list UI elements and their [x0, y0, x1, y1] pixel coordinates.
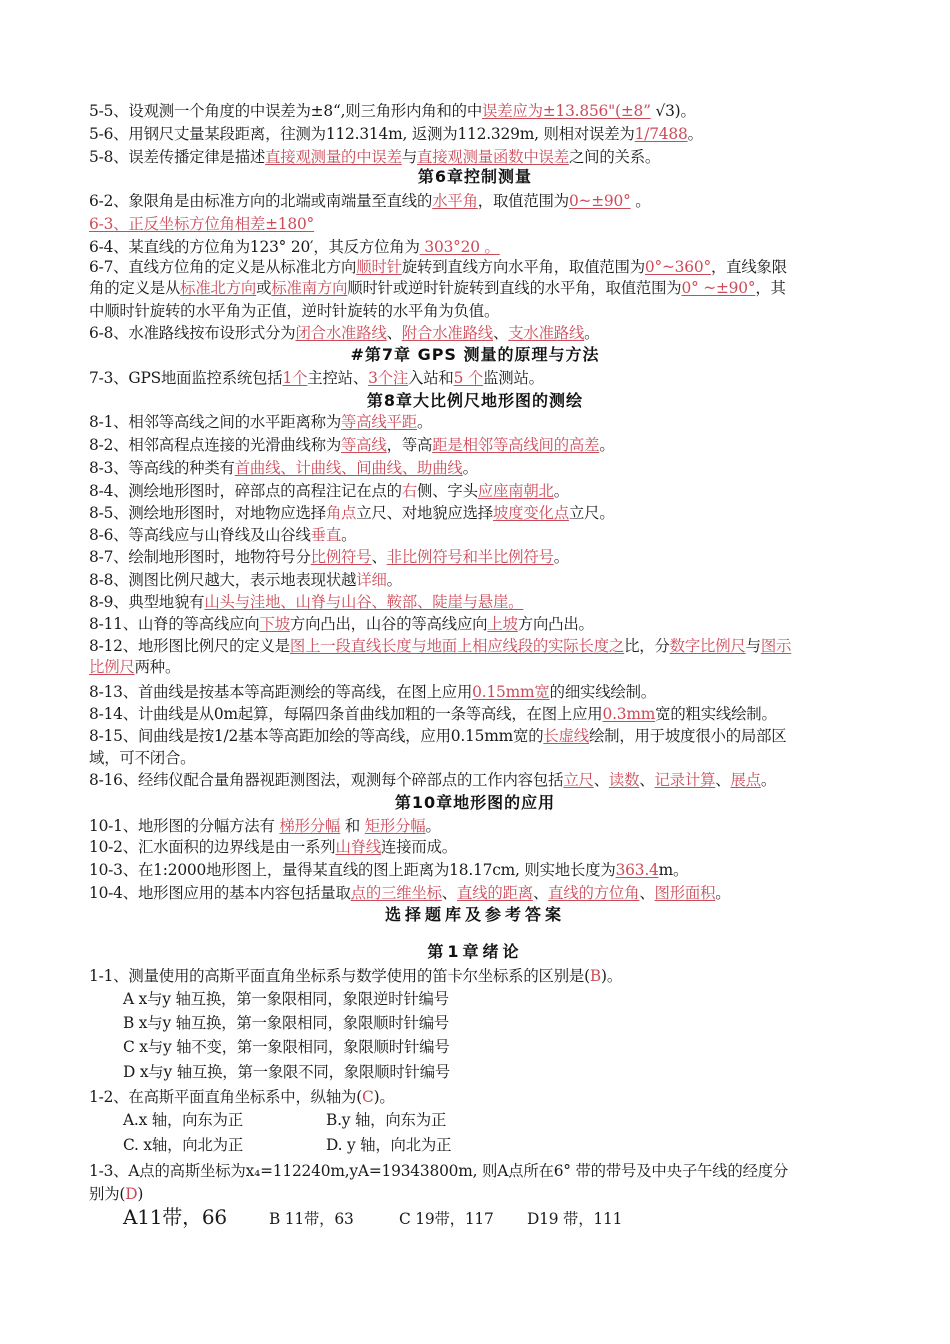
answer-text: 下坡	[259, 615, 290, 633]
answer-text: 垂直	[310, 526, 342, 544]
fill-line-8-14	[89, 703, 864, 725]
answer: D	[125, 1185, 138, 1203]
question-text: 10-2、汇水面积的边界线是由一系列	[89, 838, 336, 856]
question-text: 。	[715, 884, 731, 902]
fill-line-6-3	[89, 213, 864, 235]
question-text: ，直线象限	[710, 258, 787, 276]
question-text: 旋转到直线方向水平角，取值范围为	[401, 258, 645, 276]
question-text: 8-6、等高线应与山脊线及山谷线	[89, 526, 311, 544]
answer-text: 等高线	[341, 436, 387, 454]
fill-line-6-8	[89, 322, 864, 344]
answer-text: 距是相邻等高线间的高差	[432, 436, 600, 454]
question-text: 、	[715, 771, 731, 789]
question-text: 。	[425, 817, 441, 835]
question-text: 。	[553, 548, 569, 566]
fill-line-8-11	[89, 613, 864, 635]
answer: C	[362, 1088, 374, 1106]
answer-text: 附合水准路线	[401, 324, 493, 342]
question-text: 与	[401, 148, 418, 166]
answer-text: 0.15mm宽	[472, 683, 550, 701]
answer-text: 坡度变化点	[492, 504, 569, 522]
question-text: 5-8、误差传播定律是描述	[89, 148, 266, 166]
answer-text: 0~±90°	[568, 192, 631, 210]
question-text: 。	[599, 436, 615, 454]
answer-text: 0° ~±90°	[681, 279, 756, 297]
answer-text: 303°20 。	[419, 238, 500, 256]
answer-text: 图形面积	[654, 884, 716, 902]
fill-line-6-4	[89, 236, 864, 258]
question-text: 、	[441, 884, 457, 902]
question-text: 。	[553, 482, 569, 500]
option-a: A11带，66	[123, 1205, 227, 1229]
answer-text: 首曲线、计曲线、间曲线、助曲线	[234, 459, 463, 477]
answer-text: 右	[401, 482, 418, 500]
question-text: 的细实线绘制。	[549, 683, 656, 701]
answer-text: 标准北方向	[180, 279, 257, 297]
question-text: 6-4、某直线的方位角为123° 20′，其反方位角为	[89, 238, 420, 256]
option-d: D19 带，111	[527, 1210, 623, 1228]
question-text: 域，可不闭合。	[89, 749, 196, 767]
answer-text: 山脊线	[335, 838, 382, 856]
answer-text: 0°~360°	[644, 258, 711, 276]
question-text: 8-7、绘制地形图时，地物符号分	[89, 548, 311, 566]
answer-text: 1/7488	[634, 125, 688, 143]
question-text: ，取值范围为	[477, 192, 569, 210]
answer-text: 水平角	[432, 192, 478, 210]
answer-text: 山头与洼地、山脊与山谷、鞍部、陡崖与悬崖。	[204, 593, 524, 611]
question-text: 8-1、相邻等高线之间的水平距离称为	[89, 413, 342, 431]
options-row	[123, 1203, 864, 1233]
question-text: 8-8、测图比例尺越大，表示地表现状越	[89, 571, 357, 589]
question-text: 方向凸出，山谷的等高线应向	[289, 615, 488, 633]
fill-line-8-15	[89, 725, 864, 747]
question-text: 、	[593, 771, 609, 789]
question-text: 、	[371, 548, 387, 566]
answer-text: 上坡	[487, 615, 518, 633]
question-text: 8-9、典型地貌有	[89, 593, 205, 611]
question-text: 与	[745, 637, 761, 655]
answer-text: 记录计算	[654, 771, 716, 789]
answer-text: 立尺	[563, 771, 594, 789]
answer-text: 直线的距离	[457, 884, 533, 902]
question-text: 8-3、等高线的种类有	[89, 459, 235, 477]
answer-text: 支水准路线	[508, 324, 585, 342]
options-row-2	[123, 1134, 864, 1156]
answer-text: 误差应为±13.856"(±8”	[482, 102, 651, 120]
option-d: D x与y 轴互换，第一象限不同，象限顺时针编号	[123, 1063, 451, 1081]
fill-line-5-8	[89, 146, 864, 168]
answer-text: 直接观测量函数中误差	[417, 148, 569, 166]
answer-text: 标准南方向	[271, 279, 348, 297]
answer-text: 数字比例尺	[669, 637, 746, 655]
question-text: 方向凸出。	[517, 615, 594, 633]
answer-text: 1个	[282, 369, 308, 387]
fill-line-10-2	[89, 836, 864, 858]
option-d: D. y 轴，向北为正	[326, 1136, 452, 1154]
question-text: 、	[386, 324, 402, 342]
question-text: 10-3、在1:2000地形图上，量得某直线的图上距离为18.17cm, 则实地长度为	[89, 861, 616, 879]
chapter-heading: 第10章地形图的应用	[394, 793, 556, 812]
answer-text: 图上一段直线长度与地面上相应线段的实际长度之	[289, 637, 625, 655]
option-a: A.x 轴，向东为正	[123, 1111, 243, 1129]
question-text: 8-5、测绘地形图时，对地物应选择	[89, 504, 326, 522]
answer-text: 矩形分幅	[364, 817, 426, 835]
question-text: 。	[341, 526, 357, 544]
question-text: 5-5、设观测一个角度的中误差为±8“,则三角形内角和的中	[89, 102, 483, 120]
fill-line-8-12	[89, 635, 864, 657]
question-text: 。	[417, 413, 433, 431]
answer-text: 梯形分幅	[279, 817, 341, 835]
question-text: 顺时针或逆时针旋转到直线的水平角，取值范围为	[347, 279, 682, 297]
question-text: 。	[630, 192, 651, 210]
question-text: 入站和	[408, 369, 454, 387]
answer-text: 长虚线	[543, 727, 589, 745]
answer-text: 等高线平距	[341, 413, 418, 431]
question-text: 8-11、山脊的等高线应向	[89, 615, 260, 633]
question-text: 立尺。	[568, 504, 615, 522]
question-text: 8-2、相邻高程点连接的光滑曲线称为	[89, 436, 342, 454]
question-text: 8-16、经纬仪配合量角器视距测图法，观测每个碎部点的工作内容包括	[89, 771, 564, 789]
question-text: 10-1、地形图的分幅方法有	[89, 817, 280, 835]
answer-text: 5 个	[453, 369, 484, 387]
question-1-3-cont: 别为(D)	[89, 1185, 144, 1203]
question-text: 8-13、首曲线是按基本等高距测绘的等高线，在图上应用	[89, 683, 473, 701]
fill-line-6-7c	[89, 300, 864, 322]
question-text: √3)。	[650, 102, 696, 120]
answer-text: 图示	[760, 637, 792, 655]
question-text: 8-4、测绘地形图时，碎部点的高程注记在点的	[89, 482, 402, 500]
fill-line-8-6	[89, 524, 864, 546]
fill-line-5-5	[89, 100, 864, 122]
question-1-2: 1-2、在高斯平面直角坐标系中，纵轴为(C)。	[89, 1088, 395, 1106]
fill-line-8-9	[89, 591, 864, 613]
question-text: 比，分	[624, 637, 670, 655]
answer-text: 3个注	[368, 369, 409, 387]
option-c: C. x轴，向北为正	[123, 1136, 244, 1154]
option-c: C 19带，117	[399, 1210, 494, 1228]
fill-line-6-7b	[89, 277, 864, 299]
chapter-heading: 第8章大比例尺地形图的测绘	[366, 391, 584, 410]
question-text: 、	[639, 771, 655, 789]
question-text: 8-15、间曲线是按1/2基本等高距加绘的等高线，应用0.15mm宽的	[89, 727, 544, 745]
chapter-heading: #第7章 GPS 测量的原理与方法	[350, 345, 600, 364]
fill-line-10-3	[89, 859, 864, 881]
options-row-1	[123, 1109, 864, 1131]
question-text: 5-6、用钢尺丈量某段距离，往测为112.314m, 返测为112.329m, 则相对误差为	[89, 125, 635, 143]
answer-text: 直接观测量的中误差	[265, 148, 402, 166]
fill-line-6-7a	[89, 256, 864, 278]
question-text: 6-2、象限角是由标准方向的北端或南端量至直线的	[89, 192, 433, 210]
fill-line-10-4	[89, 882, 864, 904]
answer-text: 点的三维坐标	[350, 884, 442, 902]
fill-line-8-15b	[89, 747, 864, 769]
question-text: 主控站、	[307, 369, 369, 387]
chapter-heading: 第6章控制测量	[417, 167, 533, 186]
fill-line-10-1	[89, 815, 864, 837]
question-text: 6-7、直线方位角的定义是从标准北方向	[89, 258, 357, 276]
fill-line-8-5	[89, 502, 864, 524]
answer-text: 直线的方位角	[548, 884, 640, 902]
fill-line-8-4	[89, 480, 864, 502]
question-text: 连接而成。	[381, 838, 457, 856]
answer-text: 363.4	[615, 861, 659, 879]
question-text: 角的定义是从	[89, 279, 181, 297]
option-b: B.y 轴，向东为正	[326, 1111, 447, 1129]
fill-line-8-7	[89, 546, 864, 568]
option-a: A x与y 轴互换，第一象限相同，象限逆时针编号	[123, 990, 449, 1008]
question-text: 两种。	[134, 658, 181, 676]
choice-section-title: 选择题库及参考答案	[384, 905, 565, 924]
question-text: 侧、字头	[417, 482, 478, 500]
question-text: 8-12、地形图比例尺的定义是	[89, 637, 290, 655]
question-text: 或	[256, 279, 272, 297]
question-text: 。	[386, 571, 402, 589]
fill-line-8-16	[89, 769, 864, 791]
question-text: 。	[687, 125, 703, 143]
answer-text: 非比例符号和半比例符号	[386, 548, 554, 566]
question-text: 、	[639, 884, 655, 902]
question-text: 8-14、计曲线是从0m起算，每隔四条首曲线加粗的一条等高线，在图上应用	[89, 705, 603, 723]
fill-line-8-12b	[89, 656, 864, 678]
question-text: 绘制，用于坡度很小的局部区	[588, 727, 787, 745]
question-text: 。	[462, 459, 478, 477]
fill-line-8-8	[89, 569, 864, 591]
question-text: 、	[532, 884, 549, 902]
fill-line-5-6	[89, 123, 864, 145]
answer-text: 读数	[608, 771, 640, 789]
question-text: 6-8、水准路线按布设形式分为	[89, 324, 296, 342]
question-text: 7-3、GPS地面监控系统包括	[89, 369, 283, 387]
option-b: B x与y 轴互换，第一象限相同，象限顺时针编号	[123, 1014, 450, 1032]
question-text: m。	[658, 861, 689, 879]
answer-text: 0.3mm	[602, 705, 656, 723]
question-text: ，其	[755, 279, 786, 297]
question-text: 监测站。	[483, 369, 544, 387]
chapter-1-heading: 第1章绪论	[427, 942, 523, 961]
question-1-3: 1-3、A点的高斯坐标为x₄=112240m,yA=19343800m, 则A点所在6° 带的带号及中央子午线的经度分	[89, 1162, 789, 1180]
fill-line-8-2	[89, 434, 864, 456]
question-text: 、	[493, 324, 509, 342]
answer-text: 应座南朝北	[477, 482, 554, 500]
question-text: 和	[340, 817, 365, 835]
question-text: ，等高	[386, 436, 433, 454]
answer-text: 角点	[325, 504, 357, 522]
answer: B	[589, 967, 602, 985]
question-text: 立尺、对地貌应选择	[356, 504, 493, 522]
answer-text: 闭合水准路线	[295, 324, 387, 342]
option-b: B 11带，63	[269, 1210, 354, 1228]
answer-text: 比例尺	[89, 658, 135, 676]
question-1-1: 1-1、测量使用的高斯平面直角坐标系与数学使用的笛卡尔坐标系的区别是(B)。	[89, 967, 623, 985]
question-text: 中顺时针旋转的水平角为正值，逆时针旋转的水平角为负值。	[89, 302, 500, 320]
question-text: 之间的关系。	[568, 148, 661, 166]
answer-text: 6-3、正反坐标方位角相差±180°	[89, 215, 315, 233]
fill-line-8-13	[89, 681, 864, 703]
question-text: 。	[760, 771, 777, 789]
fill-line-7-3	[89, 367, 864, 389]
fill-line-6-2	[89, 190, 864, 212]
question-text: 宽的粗实线绘制。	[655, 705, 777, 723]
option-c: C x与y 轴不变，第一象限相同，象限顺时针编号	[123, 1038, 450, 1056]
fill-line-8-3	[89, 457, 864, 479]
answer-text: 展点	[730, 771, 761, 789]
question-text: 10-4、地形图应用的基本内容包括量取	[89, 884, 351, 902]
answer-text: 比例符号	[310, 548, 372, 566]
answer-text: 详细	[356, 571, 387, 589]
question-text: 。	[584, 324, 600, 342]
answer-text: 顺时针	[356, 258, 402, 276]
fill-line-8-1	[89, 411, 864, 433]
